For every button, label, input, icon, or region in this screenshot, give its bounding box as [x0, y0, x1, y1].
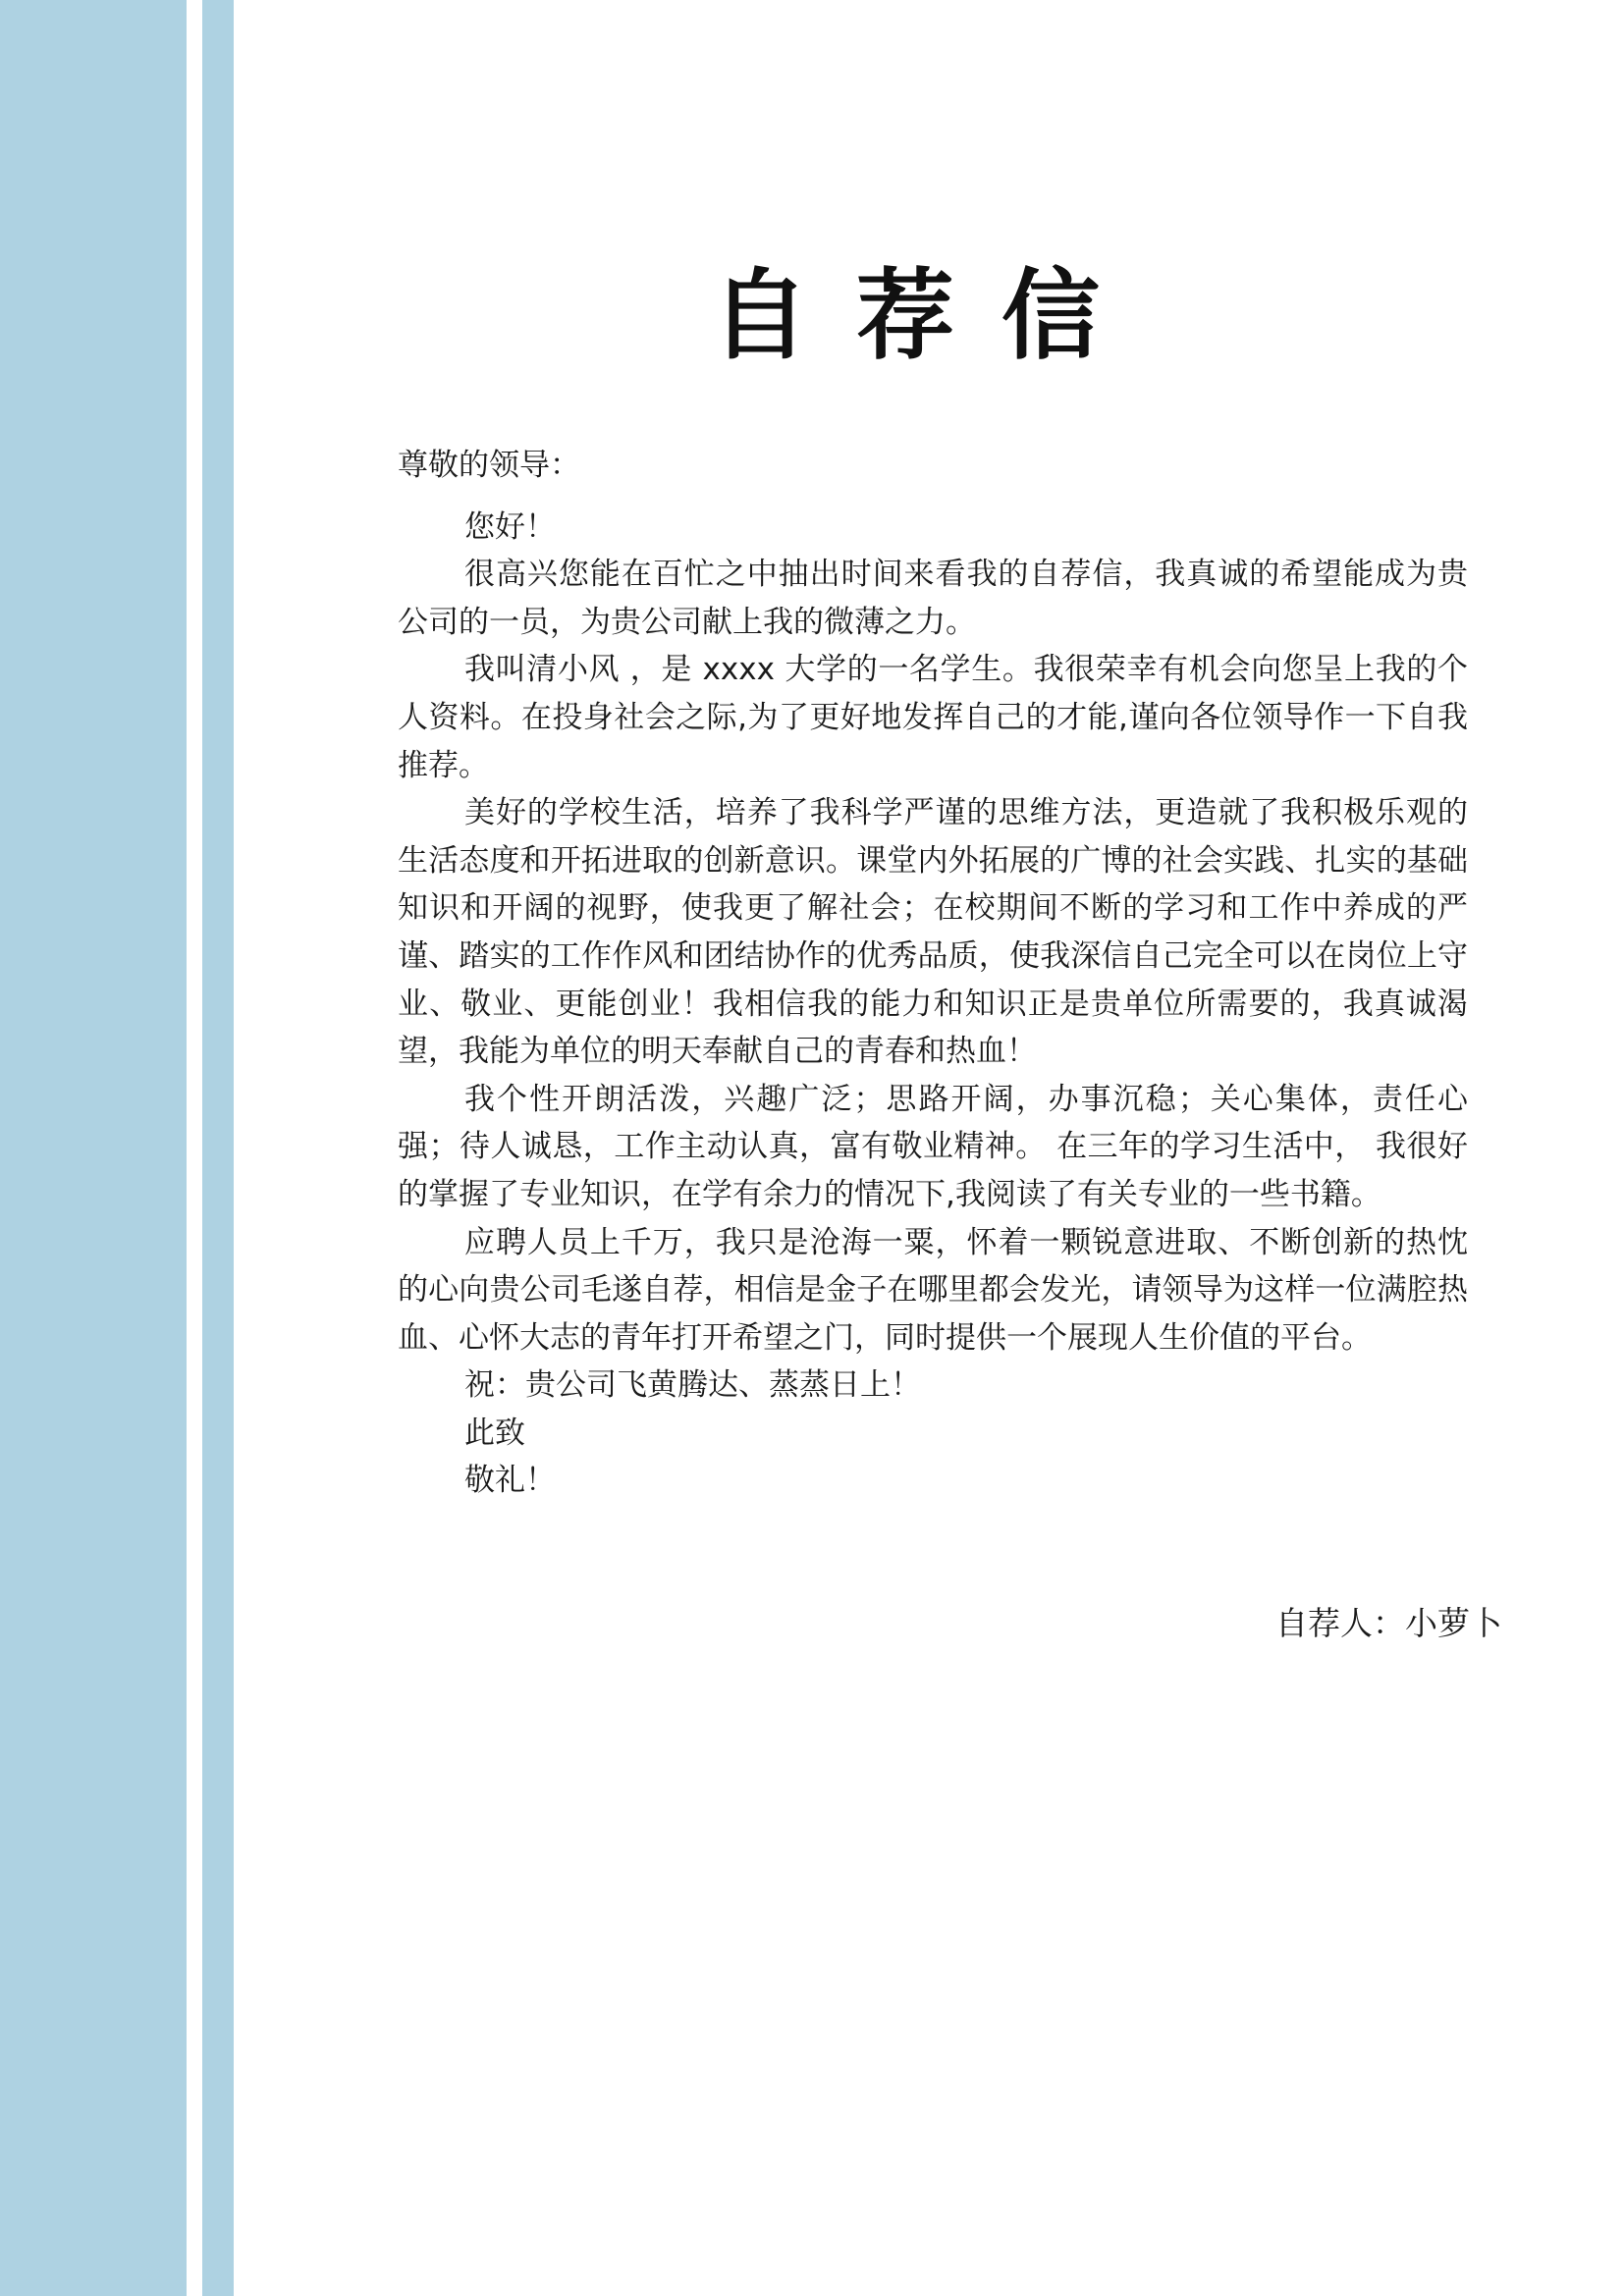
letter-body — [398, 442, 1468, 1505]
closing-jingli: 敬礼！ — [464, 1463, 556, 1499]
salutation: 尊敬的领导： — [398, 448, 580, 483]
decorative-side-band — [0, 0, 187, 2296]
letter-title: 自荐信 — [711, 258, 1147, 373]
signature: 自荐人：小萝卜 — [1275, 1604, 1502, 1642]
paragraph-self-introduction: 我叫清小风 ，是 xxxx 大学的一名学生。我很荣幸有机会向您呈上我的个人资料。在投身社会之际,为了更好地发挥自己的才能,谨向各位领导作一下自我推荐。 — [398, 652, 1468, 783]
paragraph-greeting: 您好！ — [464, 508, 556, 545]
paragraph-intro: 很高兴您能在百忙之中抽出时间来看我的自荐信，我真诚的希望能成为贵公司的一员，为贵公司献上我的微薄之力。 — [398, 557, 1468, 640]
paragraph-application: 应聘人员上千万，我只是沧海一粟，怀着一颗锐意进取、不断创新的热忱的心向贵公司毛遂自荐，相信是金子在哪里都会发光，请领导为这样一位满腔热血、心怀大志的青年打开希望之门，同时提供一个展现人生价值的平台。 — [398, 1224, 1468, 1356]
closing-wish: 祝：贵公司飞黄腾达、蒸蒸日上！ — [464, 1367, 921, 1404]
paragraph-education: 美好的学校生活，培养了我科学严谨的思维方法，更造就了我积极乐观的生活态度和开拓进取的创新意识。课堂内外拓展的广博的社会实践、扎实的基础知识和开阔的视野，使我更了解社会；在校期间不断的学习和工作中养成的严谨、踏实的工作作风和团结协作的优秀品质，使我深信自己完全可以在岗位上守业、敬业、更能创业！我相信我的能力和知识正是贵单位所需要的，我真诚渴望，我能为单位的明天奉献自己的青春和热血！ — [398, 795, 1468, 1070]
decorative-side-stripe — [187, 0, 202, 2296]
closing-cizhi: 此致 — [464, 1415, 525, 1451]
paragraph-personality: 我个性开朗活泼，兴趣广泛；思路开阔，办事沉稳；关心集体，责任心强；待人诚恳，工作主动认真，富有敬业精神。 在三年的学习生活中， 我很好的掌握了专业知识，在学有余力的情况下,我阅读了有关专业的一些书籍。 — [398, 1081, 1468, 1212]
decorative-side-band-inner — [202, 0, 234, 2296]
